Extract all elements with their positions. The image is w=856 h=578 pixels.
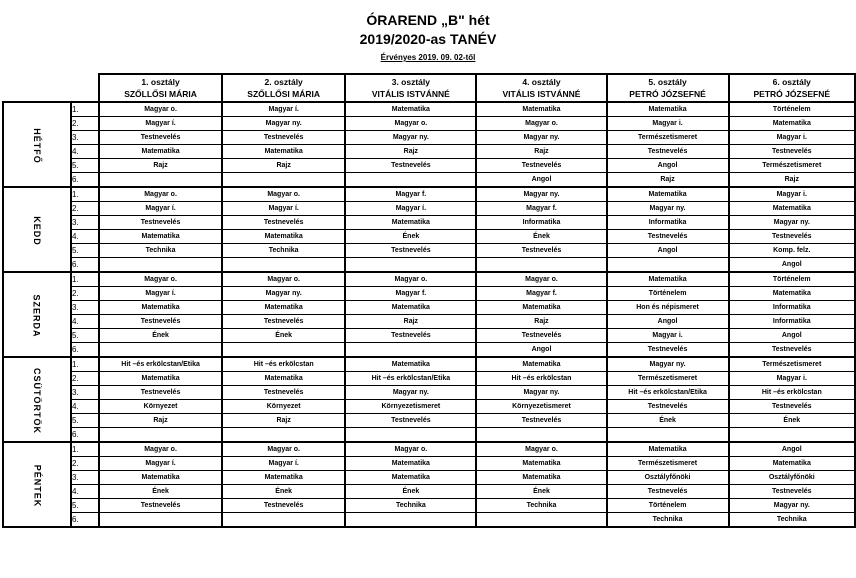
subject-cell: Matematika (345, 357, 476, 372)
subject-cell: Matematika (729, 457, 855, 471)
subject-cell: Természetismeret (607, 457, 729, 471)
subject-cell: Testnevelés (607, 230, 729, 244)
lesson-number: 3. (71, 131, 99, 145)
subject-cell: Testnevelés (729, 145, 855, 159)
subject-cell: Informatika (729, 301, 855, 315)
subject-cell: Ének (729, 414, 855, 428)
teacher-name: VITÁLIS ISTVÁNNÉ (371, 89, 450, 99)
subject-cell: Matematika (99, 145, 222, 159)
subject-cell: Angol (476, 173, 606, 188)
subject-cell (345, 173, 476, 188)
teacher-name: PETRÓ JÓZSEFNÉ (629, 89, 706, 99)
subject-cell (99, 343, 222, 358)
subject-cell: Angol (729, 258, 855, 273)
corner-cell (3, 74, 99, 102)
lesson-number: 4. (71, 230, 99, 244)
lesson-number: 5. (71, 329, 99, 343)
subject-cell: Magyar f. (345, 287, 476, 301)
subject-cell: Matematika (99, 471, 222, 485)
subject-cell (99, 258, 222, 273)
validity-note: Érvényes 2019. 09. 02-től (380, 53, 476, 62)
subject-cell: Testnevelés (729, 230, 855, 244)
subject-cell: Magyar i. (729, 131, 855, 145)
subject-cell: Magyar o. (99, 187, 222, 202)
subject-cell: Angol (607, 315, 729, 329)
subject-cell: Magyar o. (99, 272, 222, 287)
teacher-name: SZŐLLŐSI MÁRIA (247, 89, 321, 99)
subject-cell: Magyar í. (222, 102, 345, 117)
subject-cell (476, 428, 606, 443)
subject-cell: Technika (729, 513, 855, 528)
lesson-row (3, 329, 855, 343)
subject-cell: Matematika (99, 301, 222, 315)
lesson-number: 2. (71, 117, 99, 131)
lesson-number: 6. (71, 258, 99, 273)
subject-cell: Környezetismeret (345, 400, 476, 414)
subject-cell: Környezet (99, 400, 222, 414)
subject-cell: Hit –és erkölcstan (729, 386, 855, 400)
day-name: CSÜTÖRTÖK (32, 367, 42, 434)
subject-cell: Matematika (729, 287, 855, 301)
subject-cell: Matematika (476, 102, 606, 117)
lesson-row (3, 244, 855, 258)
subject-cell: Testnevelés (345, 329, 476, 343)
lesson-row (3, 471, 855, 485)
subject-cell (222, 428, 345, 443)
subject-cell: Magyar o. (345, 117, 476, 131)
subject-cell: Magyar ny. (345, 131, 476, 145)
subject-cell: Magyar í. (99, 457, 222, 471)
subject-cell: Magyar ny. (729, 499, 855, 513)
subject-cell: Történelem (607, 287, 729, 301)
subject-cell: Testnevelés (99, 216, 222, 230)
lesson-row (3, 173, 855, 188)
subject-cell (345, 428, 476, 443)
lesson-row (3, 400, 855, 414)
subject-cell: Hon és népismeret (607, 301, 729, 315)
subject-cell: Matematika (222, 145, 345, 159)
subject-cell (476, 513, 606, 528)
day-label-cell (3, 187, 71, 272)
subject-cell: Rajz (729, 173, 855, 188)
subject-cell: Magyar o. (222, 187, 345, 202)
lesson-number: 5. (71, 414, 99, 428)
subject-cell: Környezet (222, 400, 345, 414)
subject-cell: Rajz (222, 414, 345, 428)
subject-cell: Testnevelés (222, 499, 345, 513)
subject-cell: Magyar ny. (476, 386, 606, 400)
subject-cell: Testnevelés (99, 315, 222, 329)
subject-cell: Magyar o. (345, 442, 476, 457)
subject-cell: Történelem (729, 102, 855, 117)
subject-cell: Magyar i. (729, 372, 855, 386)
lesson-row (3, 159, 855, 173)
class-name: 4. osztály (522, 77, 561, 87)
page-title: ÓRAREND „B" hét (366, 12, 490, 28)
subject-cell: Technika (607, 513, 729, 528)
subject-cell: Osztályfőnöki (729, 471, 855, 485)
subject-cell: Matematika (99, 372, 222, 386)
lesson-row (3, 216, 855, 230)
day-label-cell (3, 102, 71, 187)
lesson-row (3, 428, 855, 443)
lesson-row (3, 357, 855, 372)
lesson-row (3, 315, 855, 329)
class-name: 5. osztály (648, 77, 687, 87)
subject-cell: Technika (476, 499, 606, 513)
subject-cell: Matematika (345, 301, 476, 315)
subject-cell: Magyar ny. (476, 187, 606, 202)
subject-cell: Magyar i. (729, 187, 855, 202)
lesson-number: 5. (71, 159, 99, 173)
subject-cell: Matematika (476, 357, 606, 372)
subject-cell: Magyar ny. (607, 202, 729, 216)
subject-cell (99, 513, 222, 528)
subject-cell: Testnevelés (729, 400, 855, 414)
subject-cell: Magyar f. (476, 202, 606, 216)
lesson-number: 1. (71, 272, 99, 287)
subject-cell: Ének (345, 230, 476, 244)
class-name: 1. osztály (141, 77, 180, 87)
subject-cell: Magyar o. (476, 442, 606, 457)
subject-cell: Angol (476, 343, 606, 358)
subject-cell: Testnevelés (222, 131, 345, 145)
subject-cell: Magyar ny. (476, 131, 606, 145)
subject-cell: Rajz (99, 414, 222, 428)
subject-cell: Magyar o. (476, 117, 606, 131)
subject-cell: Magyar o. (476, 272, 606, 287)
header-row (3, 74, 855, 102)
subject-cell: Matematika (222, 471, 345, 485)
subject-cell: Ének (345, 485, 476, 499)
subject-cell (607, 258, 729, 273)
subject-cell: Magyar f. (345, 187, 476, 202)
lesson-number: 1. (71, 442, 99, 457)
lesson-number: 3. (71, 386, 99, 400)
subject-cell: Hit –és erkölcstan/Etika (345, 372, 476, 386)
lesson-row (3, 287, 855, 301)
subject-cell: Magyar ny. (345, 386, 476, 400)
subject-cell: Ének (476, 485, 606, 499)
lesson-row (3, 499, 855, 513)
subject-cell: Matematika (607, 272, 729, 287)
subject-cell: Matematika (222, 230, 345, 244)
day-label-cell (3, 272, 71, 357)
class-header (729, 74, 855, 102)
subject-cell: Angol (729, 442, 855, 457)
lesson-number: 4. (71, 400, 99, 414)
subject-cell: Magyar i. (607, 329, 729, 343)
day-name: PÉNTEK (31, 464, 42, 507)
class-header (345, 74, 476, 102)
subject-cell: Matematika (99, 230, 222, 244)
subject-cell: Testnevelés (222, 315, 345, 329)
subject-cell: Informatika (607, 216, 729, 230)
subject-cell: Angol (729, 329, 855, 343)
subject-cell: Magyar ny. (729, 216, 855, 230)
subject-cell: Testnevelés (99, 499, 222, 513)
lesson-number: 1. (71, 102, 99, 117)
lesson-row (3, 202, 855, 216)
lesson-row (3, 117, 855, 131)
subject-cell: Matematika (345, 102, 476, 117)
subject-cell: Magyar o. (222, 442, 345, 457)
subject-cell: Testnevelés (99, 131, 222, 145)
subject-cell (345, 343, 476, 358)
day-name: HÉTFŐ (32, 127, 42, 164)
subject-cell: Rajz (476, 145, 606, 159)
subject-cell: Magyar o. (222, 272, 345, 287)
lesson-row (3, 372, 855, 386)
subject-cell: Matematika (476, 457, 606, 471)
subject-cell: Testnevelés (345, 244, 476, 258)
subject-cell: Testnevelés (729, 485, 855, 499)
lesson-number: 2. (71, 202, 99, 216)
subject-cell (222, 258, 345, 273)
subject-cell: Testnevelés (607, 343, 729, 358)
subject-cell: Testnevelés (222, 386, 345, 400)
teacher-name: PETRÓ JÓZSEFNÉ (753, 89, 831, 99)
lesson-row (3, 414, 855, 428)
class-name: 6. osztály (772, 77, 811, 87)
lesson-number: 5. (71, 499, 99, 513)
subject-cell: Ének (99, 329, 222, 343)
lesson-number: 5. (71, 244, 99, 258)
subject-cell: Magyar í. (99, 117, 222, 131)
subject-cell: Környezetismeret (476, 400, 606, 414)
lesson-number: 6. (71, 343, 99, 358)
lesson-number: 3. (71, 301, 99, 315)
subject-cell: Matematika (729, 117, 855, 131)
subject-cell: Magyar f. (476, 287, 606, 301)
subject-cell: Angol (607, 244, 729, 258)
lesson-row (3, 272, 855, 287)
subject-cell: Matematika (345, 457, 476, 471)
class-name: 2. osztály (264, 77, 303, 87)
timetable (2, 73, 856, 528)
subject-cell: Technika (99, 244, 222, 258)
subject-cell: Magyar o. (345, 272, 476, 287)
lesson-row (3, 343, 855, 358)
subject-cell: Technika (345, 499, 476, 513)
lesson-row (3, 301, 855, 315)
subject-cell (222, 173, 345, 188)
subject-cell: Testnevelés (607, 145, 729, 159)
lesson-number: 2. (71, 457, 99, 471)
subject-cell: Angol (607, 159, 729, 173)
class-header (222, 74, 345, 102)
subject-cell (345, 258, 476, 273)
subject-cell: Magyar o. (99, 102, 222, 117)
subject-cell: Hit –és erkölcstan (222, 357, 345, 372)
subject-cell: Testnevelés (476, 159, 606, 173)
subject-cell: Természetismeret (729, 357, 855, 372)
subject-cell (729, 428, 855, 443)
subject-cell (476, 258, 606, 273)
subject-cell: Magyar ny. (222, 287, 345, 301)
subject-cell: Rajz (345, 315, 476, 329)
subject-cell: Matematika (222, 372, 345, 386)
subject-cell: Hit –és erkölcstan (476, 372, 606, 386)
lesson-row (3, 131, 855, 145)
subject-cell: Testnevelés (345, 159, 476, 173)
lesson-row (3, 145, 855, 159)
subject-cell: Testnevelés (607, 400, 729, 414)
subject-cell: Testnevelés (99, 386, 222, 400)
subject-cell: Ének (607, 414, 729, 428)
subject-cell: Magyar o. (99, 442, 222, 457)
subject-cell: Történelem (607, 499, 729, 513)
subject-cell: Magyar í. (222, 202, 345, 216)
lesson-row (3, 485, 855, 499)
subject-cell (222, 513, 345, 528)
subject-cell: Testnevelés (345, 414, 476, 428)
subject-cell: Magyar í. (345, 202, 476, 216)
lesson-row (3, 442, 855, 457)
subject-cell: Ének (476, 230, 606, 244)
class-header (99, 74, 222, 102)
subject-cell: Magyar ny. (222, 117, 345, 131)
subject-cell: Technika (222, 244, 345, 258)
subject-cell: Természetismeret (607, 372, 729, 386)
subject-cell: Informatika (729, 315, 855, 329)
subject-cell: Ének (222, 485, 345, 499)
lesson-row (3, 457, 855, 471)
subject-cell: Matematika (345, 216, 476, 230)
teacher-name: VITÁLIS ISTVÁNNÉ (502, 89, 581, 99)
lesson-row (3, 102, 855, 117)
subject-cell (345, 513, 476, 528)
subject-cell: Matematika (345, 471, 476, 485)
subject-cell (99, 173, 222, 188)
subject-cell: Természetismeret (729, 159, 855, 173)
subject-cell: Rajz (345, 145, 476, 159)
lesson-row (3, 513, 855, 528)
subject-cell: Hit –és erkölcstan/Etika (99, 357, 222, 372)
subject-cell: Testnevelés (476, 244, 606, 258)
lesson-number: 2. (71, 372, 99, 386)
day-name: SZERDA (31, 293, 42, 338)
lesson-number: 6. (71, 173, 99, 188)
class-header (476, 74, 606, 102)
subject-cell: Osztályfőnöki (607, 471, 729, 485)
subject-cell: Testnevelés (729, 343, 855, 358)
class-header (607, 74, 729, 102)
subject-cell (222, 343, 345, 358)
lesson-row (3, 230, 855, 244)
lesson-number: 2. (71, 287, 99, 301)
lesson-number: 6. (71, 513, 99, 528)
subject-cell: Testnevelés (476, 329, 606, 343)
lesson-number: 3. (71, 471, 99, 485)
day-label-cell (3, 357, 71, 442)
lesson-number: 1. (71, 187, 99, 202)
subject-cell: Magyar í. (99, 287, 222, 301)
subject-cell: Komp. felz. (729, 244, 855, 258)
lesson-number: 4. (71, 315, 99, 329)
subject-cell (607, 428, 729, 443)
subject-cell: Matematika (607, 102, 729, 117)
subject-cell: Rajz (476, 315, 606, 329)
subject-cell: Magyar í. (222, 457, 345, 471)
subject-cell: Magyar ny. (607, 357, 729, 372)
lesson-row (3, 386, 855, 400)
lesson-number: 1. (71, 357, 99, 372)
subject-cell: Matematika (607, 187, 729, 202)
subject-cell: Matematika (729, 202, 855, 216)
subject-cell: Történelem (729, 272, 855, 287)
subject-cell: Rajz (99, 159, 222, 173)
lesson-number: 3. (71, 216, 99, 230)
class-name: 3. osztály (391, 77, 430, 87)
lesson-number: 4. (71, 485, 99, 499)
subject-cell: Ének (222, 329, 345, 343)
subject-cell: Magyar i. (607, 117, 729, 131)
subject-cell (99, 428, 222, 443)
school-year: 2019/2020-as TANÉV (359, 31, 497, 47)
timetable-body (3, 102, 855, 527)
subject-cell: Testnevelés (222, 216, 345, 230)
subject-cell: Matematika (476, 301, 606, 315)
day-name: KEDD (31, 215, 42, 246)
teacher-name: SZŐLLŐSI MÁRIA (124, 89, 197, 99)
subject-cell: Ének (99, 485, 222, 499)
subject-cell: Informatika (476, 216, 606, 230)
subject-cell: Matematika (607, 442, 729, 457)
lesson-row (3, 187, 855, 202)
lesson-number: 4. (71, 145, 99, 159)
subject-cell: Matematika (476, 471, 606, 485)
lesson-row (3, 258, 855, 273)
subject-cell: Rajz (607, 173, 729, 188)
subject-cell: Testnevelés (476, 414, 606, 428)
day-label-cell (3, 442, 71, 527)
subject-cell: Magyar í. (99, 202, 222, 216)
subject-cell: Hit –és erkölcstan/Etika (607, 386, 729, 400)
subject-cell: Testnevelés (607, 485, 729, 499)
lesson-number: 6. (71, 428, 99, 443)
subject-cell: Matematika (222, 301, 345, 315)
subject-cell: Természetismeret (607, 131, 729, 145)
subject-cell: Rajz (222, 159, 345, 173)
